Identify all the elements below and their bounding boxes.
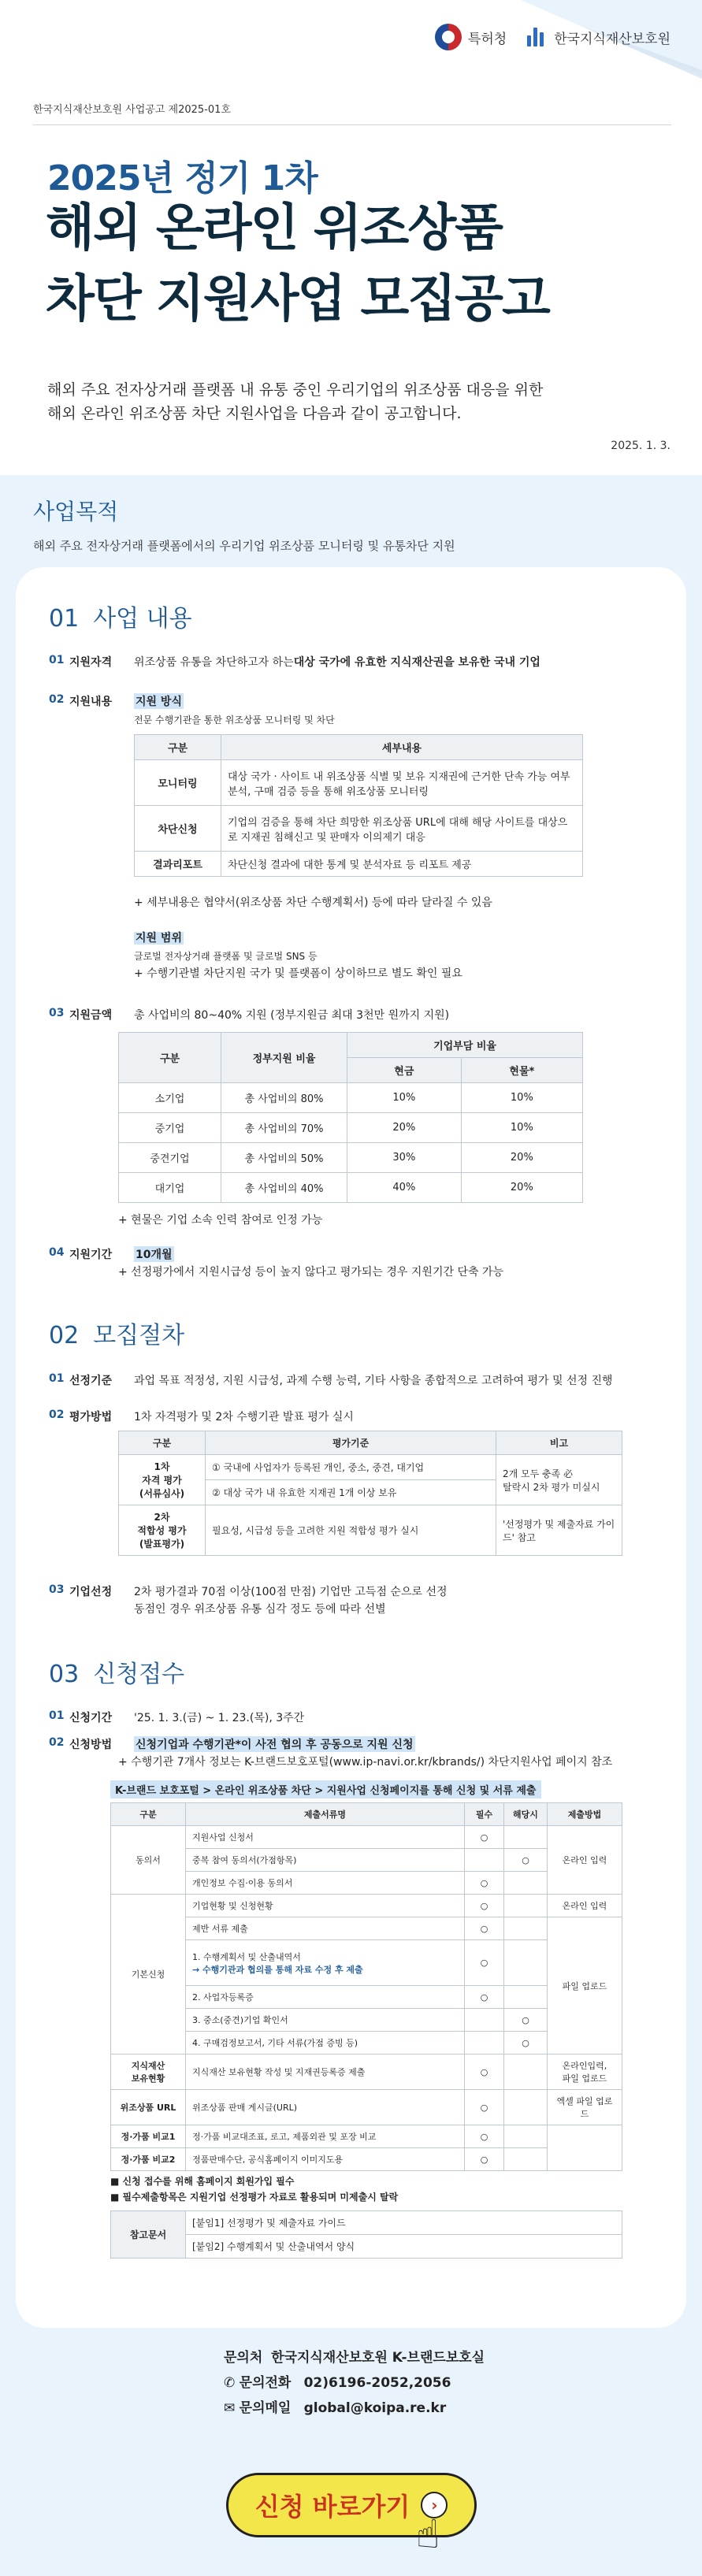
- th: 현금: [347, 1058, 462, 1083]
- koipa-bars-icon: [527, 28, 548, 46]
- cell: ○: [465, 2125, 504, 2148]
- cell: 총 사업비의 40%: [221, 1173, 347, 1203]
- item-number: 03: [49, 1583, 65, 1596]
- th: 제출서류명: [186, 1803, 465, 1826]
- item-number: 01: [49, 1372, 65, 1385]
- intro-line1: 해외 주요 전자상거래 플랫폼 내 유통 중인 우리기업의 위조상품 대응을 위한: [47, 381, 544, 399]
- reference-doc2[interactable]: [붙임2] 수행계획서 및 산출내역서 양식: [186, 2235, 622, 2259]
- notice-date: 2025. 1. 3.: [611, 440, 670, 452]
- cell: 엑셀 파일 업로드: [548, 2090, 622, 2125]
- note: + 수행기관별 차단지원 국가 및 플랫폼이 상이하므로 별도 확인 필요: [134, 967, 462, 980]
- th: 제출방법: [548, 1803, 622, 1826]
- cell: 정·가품 비교대조표, 로고, 제품외관 및 포장 비교: [186, 2125, 465, 2148]
- s1-item3: [49, 1007, 449, 1023]
- item-number: 03: [49, 1007, 65, 1019]
- item-text: 총 사업비의 80~40% 지원 (정부지원금 최대 3천만 원까지 지원): [134, 1009, 450, 1022]
- intro-line2: 해외 온라인 위조상품 차단 지원사업을 다음과 같이 공고합니다.: [47, 405, 462, 422]
- item-text2: 동점인 경우 위조상품 유통 심각 정도 등에 따라 선별: [134, 1603, 386, 1616]
- item-text: 과업 목표 적정성, 지원 시급성, 과제 수행 능력, 기타 사항을 종합적으로 고려하여 평가 및 선정 진행: [134, 1375, 613, 1387]
- cell: ○: [465, 2090, 504, 2125]
- item-number: 01: [49, 1709, 65, 1722]
- purpose-section: [33, 495, 455, 554]
- warning2: ■ 필수제출항목은 지원기업 선정평가 자료로 활용되며 미제출시 탈락: [110, 2192, 399, 2203]
- s2-item3: [49, 1583, 448, 1599]
- cell: 40%: [347, 1173, 462, 1203]
- reference-table: [110, 2210, 622, 2259]
- cell: ○: [465, 1826, 504, 1849]
- item-label: 신청방법: [69, 1739, 113, 1751]
- cell: 차단신청 결과에 대한 통계 및 분석자료 등 리포트 제공: [221, 852, 583, 877]
- th: 구분: [119, 1033, 221, 1083]
- sub-heading: 지원 방식: [134, 693, 184, 709]
- note: + 선정평가에서 지원시급성 등이 높지 않다고 평가되는 경우 지원기간 단축 가능: [118, 1266, 503, 1279]
- apply-button-label: 신청 바로가기: [254, 2492, 410, 2522]
- mail-label: 문의메일: [239, 2400, 292, 2416]
- intro-text: [47, 378, 543, 425]
- sub-heading: 지원 범위: [136, 932, 182, 945]
- item-bold: 대상 국가에 유효한 지식재산권을 보유한 국내 기업: [293, 656, 540, 669]
- th: 정부지원 비율: [221, 1033, 347, 1083]
- cell: 정·가품 비교2: [111, 2148, 186, 2171]
- s1-item1: [49, 654, 540, 670]
- cell: 대기업: [119, 1173, 221, 1203]
- logos: [435, 24, 670, 50]
- cell: 총 사업비의 70%: [221, 1113, 347, 1143]
- cell: ○: [504, 2009, 548, 2032]
- section1-number: 01: [49, 605, 80, 633]
- contact-label: 문의처: [224, 2350, 263, 2366]
- phone-icon: ✆: [224, 2375, 236, 2391]
- item-label: 지원기간: [69, 1249, 113, 1261]
- cell: 위조상품 URL: [111, 2090, 186, 2125]
- cell: 온라인 입력: [548, 1895, 622, 1917]
- th: 구분: [135, 735, 221, 760]
- title-sub: 2025년 정기 1차: [47, 158, 318, 199]
- mail-icon: ✉: [224, 2400, 236, 2416]
- cell: ○: [465, 2148, 504, 2171]
- contact-phone: [224, 2371, 451, 2391]
- cell: 파일 업로드: [548, 1917, 622, 2054]
- cell: 10%: [461, 1113, 582, 1143]
- s1-item4: [49, 1246, 174, 1262]
- cell: 2. 사업자등록증: [186, 1986, 465, 2009]
- cell: 10%: [347, 1083, 462, 1113]
- support-method-table: [134, 734, 583, 877]
- section3-title: 신청접수: [93, 1661, 185, 1688]
- cell: 개인정보 수집·이용 동의서: [186, 1872, 465, 1895]
- item-text: 2차 평가결과 70점 이상(100점 만점) 기업만 고득점 순으로 선정: [134, 1586, 448, 1598]
- s1-item2: [49, 693, 184, 709]
- section2-number: 02: [49, 1322, 80, 1349]
- section3-heading: [49, 1654, 184, 1689]
- content-card: [16, 567, 686, 2328]
- th: 기업부담 비율: [347, 1033, 583, 1058]
- cell: 지원사업 신청서: [186, 1826, 465, 1849]
- kipo-name: 특허청: [467, 31, 507, 47]
- cell: ○: [465, 2054, 504, 2090]
- cell: 20%: [461, 1143, 582, 1173]
- koipa-name: 한국지식재산보호원: [554, 31, 670, 47]
- cell: 결과리포트: [153, 859, 202, 871]
- cell: 정품판매수단, 공식홈페이지 이미지도용: [186, 2148, 465, 2171]
- divider: [33, 124, 671, 125]
- th: 구분: [119, 1431, 206, 1455]
- item-number: 02: [49, 693, 65, 706]
- cell: ○: [504, 2032, 548, 2054]
- chevron-right-icon: ›: [421, 2492, 448, 2518]
- item-label: 기업선정: [69, 1586, 113, 1598]
- item-text: 위조상품 유통을 차단하고자 하는: [134, 656, 294, 669]
- cell: '선정평가 및 제출자료 가이드' 참고: [496, 1505, 622, 1556]
- purpose-text: 해외 주요 전자상거래 플랫폼에서의 우리기업 위조상품 모니터링 및 유통차단 지원: [33, 539, 455, 553]
- cell: 소기업: [119, 1083, 221, 1113]
- cell: 기본신청: [111, 1895, 186, 2054]
- sub-text: 전문 수행기관을 통한 위조상품 모니터링 및 차단: [134, 715, 335, 726]
- section2-title: 모집절차: [93, 1322, 185, 1349]
- cell: 대상 국가 · 사이트 내 위조상품 식별 및 보유 지재권에 근거한 단속 가능 여부 분석, 구매 검증 등을 통해 위조상품 모니터링: [221, 760, 583, 806]
- cell: 30%: [347, 1143, 462, 1173]
- cell: 20%: [347, 1113, 462, 1143]
- section2-heading: [49, 1316, 184, 1350]
- item-label: 평가방법: [69, 1411, 113, 1423]
- mail-value[interactable]: global@koipa.re.kr: [303, 2400, 447, 2416]
- cell: ○: [465, 1917, 504, 1940]
- sub-text: 글로벌 전자상거래 플랫폼 및 글로벌 SNS 등: [134, 951, 318, 962]
- item-number: 02: [49, 1409, 65, 1421]
- cell: 온라인입력, 파일 업로드: [548, 2054, 622, 2090]
- th: 필수: [465, 1803, 504, 1826]
- evaluation-table: [118, 1431, 622, 1556]
- kipo-logo: [435, 24, 507, 50]
- title-line2: 차단 지원사업 모집공고: [46, 270, 549, 328]
- s2-item1: [49, 1372, 613, 1388]
- cell: 중복 참여 동의서(가점항목): [186, 1849, 465, 1872]
- cell: 10%: [461, 1083, 582, 1113]
- cell: ○: [504, 1849, 548, 1872]
- title-line1: 해외 온라인 위조상품: [46, 199, 502, 258]
- kipo-emblem-icon: [435, 24, 462, 50]
- item-text: 신청기업과 수행기관*이 사전 협의 후 공동으로 지원 신청: [134, 1736, 415, 1752]
- item-label: 지원금액: [69, 1009, 113, 1022]
- apply-path: K-브랜드 보호포털 > 온라인 위조상품 차단 > 지원사업 신청페이지를 통해 신청 및 서류 제출: [110, 1780, 541, 1798]
- cell: ○: [465, 1986, 504, 2009]
- cell: 위조상품 판매 게시글(URL): [186, 2090, 465, 2125]
- koipa-logo: [527, 28, 670, 47]
- item-number: 04: [49, 1246, 65, 1259]
- header-area: [0, 0, 702, 475]
- contact-org-name: 한국지식재산보호원 K-브랜드보호실: [271, 2350, 485, 2366]
- cell: ○: [465, 1895, 504, 1917]
- cell: 총 사업비의 80%: [221, 1083, 347, 1113]
- cell: 1. 수행계획서 및 산출내역서: [192, 1951, 301, 1962]
- cell: 2차 적합성 평가 (발표평가): [119, 1505, 206, 1556]
- cell: 지식재산 보유현황: [111, 2054, 186, 2090]
- th: 구분: [111, 1803, 186, 1826]
- pointer-hand-icon: ☝: [416, 2511, 440, 2557]
- note: + 현물은 기업 소속 인력 참여로 인정 가능: [118, 1214, 323, 1227]
- th: 비고: [496, 1431, 622, 1455]
- notice-number: 한국지식재산보호원 사업공고 제2025-01호: [33, 104, 231, 116]
- item-label: 신청기간: [69, 1712, 113, 1724]
- reference-doc1[interactable]: [붙임1] 선정평가 및 제출자료 가이드: [186, 2211, 622, 2235]
- purpose-title: 사업목적: [33, 499, 119, 525]
- cell: ① 국내에 사업자가 등록된 개인, 중소, 중견, 대기업: [206, 1455, 496, 1480]
- item-value: 10개월: [134, 1246, 174, 1262]
- item-number: 01: [49, 654, 65, 666]
- cell: 정·가품 비교1: [111, 2125, 186, 2148]
- item-label: 지원내용: [69, 696, 113, 708]
- th: 참고문서: [111, 2211, 186, 2259]
- cell: 중견기업: [119, 1143, 221, 1173]
- cell: 4. 구매검정보고서, 기타 서류(가점 증빙 등): [186, 2032, 465, 2054]
- contact-org: [224, 2346, 485, 2366]
- cell: 필요성, 시급성 등을 고려한 지원 적합성 평가 실시: [206, 1505, 496, 1556]
- th: 현물*: [461, 1058, 582, 1083]
- cell: 제반 서류 제출: [186, 1917, 465, 1940]
- th: 세부내용: [221, 735, 583, 760]
- cell: 중기업: [119, 1113, 221, 1143]
- phone-value[interactable]: 02)6196-2052,2056: [303, 2375, 451, 2391]
- contact-mail: [224, 2396, 446, 2416]
- phone-label: 문의전화: [239, 2375, 292, 2391]
- item-text: '25. 1. 3.(금) ~ 1. 23.(목), 3주간: [134, 1712, 305, 1724]
- cell: ○: [465, 1940, 504, 1986]
- cell: 2개 모두 충족 必 탈락시 2차 평가 미실시: [496, 1455, 622, 1505]
- s3-item1: [49, 1709, 304, 1725]
- item-number: 02: [49, 1736, 65, 1749]
- cell: 동의서: [111, 1826, 186, 1895]
- section3-number: 03: [49, 1661, 80, 1688]
- cell: 모니터링: [158, 778, 198, 790]
- item-text: 1차 자격평가 및 2차 수행기관 발표 평가 실시: [134, 1411, 354, 1423]
- cell: ○: [465, 1872, 504, 1895]
- documents-table: [110, 1802, 622, 2171]
- cell: 기업현황 및 신청현황: [186, 1895, 465, 1917]
- cell: 20%: [461, 1173, 582, 1203]
- item-label: 지원자격: [69, 656, 113, 669]
- cell: 총 사업비의 50%: [221, 1143, 347, 1173]
- s3-item2: [49, 1736, 415, 1752]
- cell: 온라인 입력: [548, 1826, 622, 1895]
- section1-heading: [49, 599, 192, 633]
- cell: → 수행기관과 협의를 통해 자료 수정 후 제출: [192, 1964, 363, 1975]
- note: + 세부내용은 협약서(위조상품 차단 수행계획서) 등에 따라 달라질 수 있음: [134, 896, 492, 909]
- section1-title: 사업 내용: [93, 605, 192, 633]
- th: 평가기준: [206, 1431, 496, 1455]
- cell: 1차 자격 평가 (서류심사): [119, 1455, 206, 1505]
- th: 해당시: [504, 1803, 548, 1826]
- note: + 수행기관 7개사 정보는 K-브랜드보호포털(www.ip-navi.or.kr/kbrands/) 차단지원사업 페이지 참조: [118, 1756, 613, 1769]
- s2-item2: [49, 1409, 354, 1424]
- cell: 지식재산 보유현황 작성 및 지재권등록증 제출: [186, 2054, 465, 2090]
- cell: 기업의 검증을 통해 차단 희망한 위조상품 URL에 대해 해당 사이트를 대상으로 지재권 침해신고 및 판매자 이의제기 대응: [221, 806, 583, 852]
- support-amount-table: [118, 1032, 583, 1203]
- cell: ② 대상 국가 내 유효한 지재권 1개 이상 보유: [206, 1480, 496, 1505]
- item-label: 선정기준: [69, 1375, 113, 1387]
- cell: 3. 중소(중견)기업 확인서: [186, 2009, 465, 2032]
- warning1: ■ 신청 접수를 위해 홈페이지 회원가입 필수: [110, 2176, 295, 2187]
- cell: 차단신청: [158, 824, 198, 836]
